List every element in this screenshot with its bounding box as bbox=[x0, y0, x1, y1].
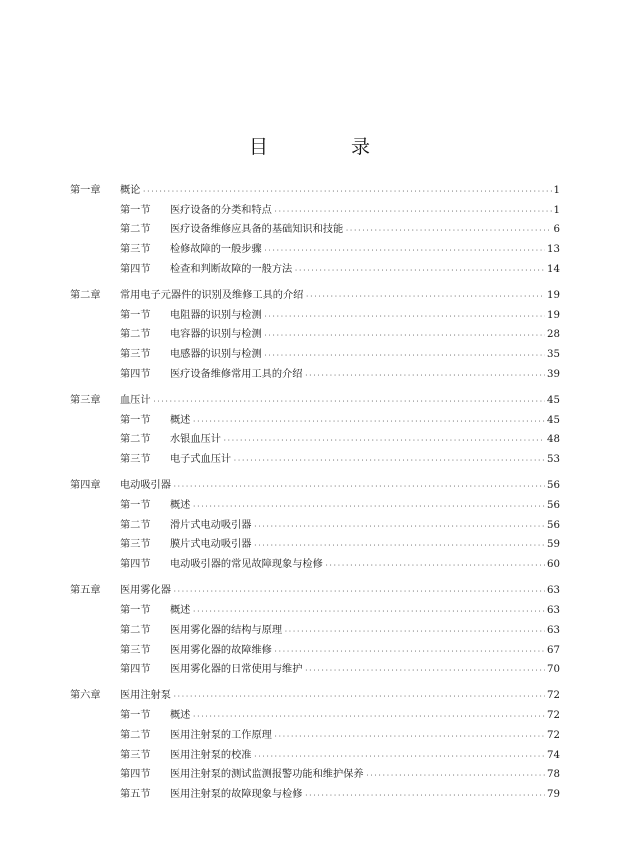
leader-dots bbox=[304, 786, 545, 806]
section-entry[interactable] bbox=[70, 785, 560, 805]
chapter-block bbox=[70, 181, 560, 279]
section-entry-title: 医疗设备维修常用工具的介绍 bbox=[170, 368, 303, 380]
leader-dots bbox=[192, 497, 545, 517]
section-entry-page-number: 78 bbox=[547, 769, 560, 781]
leader-dots bbox=[192, 707, 545, 727]
chapter-entry[interactable] bbox=[70, 476, 560, 496]
leader-dots bbox=[142, 182, 551, 202]
chapter-block bbox=[70, 391, 560, 470]
section-entry[interactable] bbox=[70, 516, 560, 536]
section-entry[interactable] bbox=[70, 201, 560, 221]
leader-dots bbox=[274, 202, 552, 222]
leader-dots bbox=[325, 556, 545, 576]
leader-dots bbox=[264, 326, 545, 346]
section-entry[interactable] bbox=[70, 535, 560, 555]
section-entry-title: 概述 bbox=[170, 605, 191, 617]
chapter-entry[interactable] bbox=[70, 581, 560, 601]
section-entry-number: 第一节 bbox=[120, 710, 151, 722]
section-entry-title: 医用注射泵的工作原理 bbox=[170, 729, 272, 741]
section-entry[interactable] bbox=[70, 706, 560, 726]
section-entry[interactable] bbox=[70, 430, 560, 450]
chapter-block bbox=[70, 686, 560, 804]
section-entry-page-number: 63 bbox=[547, 624, 560, 636]
section-entry-page-number: 72 bbox=[547, 729, 560, 741]
leader-dots bbox=[345, 221, 551, 241]
section-entry[interactable] bbox=[70, 746, 560, 766]
section-entry-page-number: 45 bbox=[547, 414, 560, 426]
leader-dots bbox=[264, 346, 545, 366]
section-entry-page-number: 59 bbox=[547, 539, 560, 551]
table-of-contents bbox=[70, 181, 560, 811]
leader-dots bbox=[274, 727, 545, 747]
section-entry[interactable] bbox=[70, 726, 560, 746]
chapter-entry[interactable] bbox=[70, 286, 560, 306]
section-entry[interactable] bbox=[70, 240, 560, 260]
chapter-entry-title: 医用注射泵 bbox=[120, 690, 171, 702]
leader-dots bbox=[305, 287, 545, 307]
section-entry-page-number: 35 bbox=[547, 349, 560, 361]
section-entry-number: 第四节 bbox=[120, 559, 151, 571]
chapter-block bbox=[70, 581, 560, 679]
leader-dots bbox=[173, 687, 545, 707]
section-entry-title: 医疗设备维修应具备的基础知识和技能 bbox=[170, 224, 344, 236]
section-entry-title: 电感器的识别与检测 bbox=[170, 349, 262, 361]
section-entry-page-number: 70 bbox=[547, 664, 560, 676]
leader-dots bbox=[254, 517, 546, 537]
section-entry-title: 检修故障的一般步骤 bbox=[170, 244, 262, 256]
section-entry-title: 电子式血压计 bbox=[170, 454, 232, 466]
section-entry[interactable] bbox=[70, 325, 560, 345]
leader-dots bbox=[284, 622, 545, 642]
section-entry-page-number: 63 bbox=[547, 605, 560, 617]
leader-dots bbox=[153, 392, 545, 412]
section-entry-number: 第五节 bbox=[120, 788, 151, 800]
section-entry[interactable] bbox=[70, 641, 560, 661]
section-entry-number: 第三节 bbox=[120, 454, 151, 466]
section-entry-title: 概述 bbox=[170, 500, 191, 512]
section-entry-title: 水银血压计 bbox=[170, 434, 221, 446]
section-entry-number: 第三节 bbox=[120, 349, 151, 361]
section-entry-number: 第三节 bbox=[120, 539, 151, 551]
section-entry-title: 医用注射泵的测试监测报警功能和维护保养 bbox=[170, 769, 364, 781]
section-entry-title: 概述 bbox=[170, 710, 191, 722]
section-entry-title: 医用雾化器的故障维修 bbox=[170, 644, 272, 656]
section-entry-title: 电动吸引器的常见故障现象与检修 bbox=[170, 559, 323, 571]
section-entry-number: 第四节 bbox=[120, 263, 151, 275]
section-entry-page-number: 19 bbox=[547, 309, 560, 321]
leader-dots bbox=[173, 477, 545, 497]
chapter-entry-number: 第四章 bbox=[70, 480, 101, 492]
section-entry-title: 医用雾化器的日常使用与维护 bbox=[170, 664, 303, 676]
leader-dots bbox=[192, 602, 545, 622]
chapter-entry-title: 医用雾化器 bbox=[120, 585, 171, 597]
section-entry-number: 第四节 bbox=[120, 368, 151, 380]
leader-dots bbox=[304, 366, 545, 386]
section-entry-page-number: 6 bbox=[553, 224, 560, 236]
chapter-entry-page-number: 56 bbox=[547, 480, 560, 492]
section-entry-number: 第二节 bbox=[120, 329, 151, 341]
section-entry-number: 第一节 bbox=[120, 605, 151, 617]
section-entry-number: 第三节 bbox=[120, 749, 151, 761]
section-entry-number: 第一节 bbox=[120, 204, 151, 216]
section-entry-title: 电容器的识别与检测 bbox=[170, 329, 262, 341]
leader-dots bbox=[223, 431, 545, 451]
section-entry-title: 检查和判断故障的一般方法 bbox=[170, 263, 293, 275]
section-entry-number: 第一节 bbox=[120, 414, 151, 426]
section-entry-page-number: 56 bbox=[547, 500, 560, 512]
section-entry-page-number: 79 bbox=[547, 788, 560, 800]
leader-dots bbox=[264, 241, 545, 261]
section-entry-number: 第一节 bbox=[120, 309, 151, 321]
section-entry-page-number: 13 bbox=[547, 244, 560, 256]
chapter-entry-page-number: 45 bbox=[547, 395, 560, 407]
section-entry[interactable] bbox=[70, 345, 560, 365]
section-entry[interactable] bbox=[70, 601, 560, 621]
leader-dots bbox=[366, 766, 545, 786]
section-entry-number: 第四节 bbox=[120, 769, 151, 781]
leader-dots bbox=[274, 642, 545, 662]
chapter-entry-page-number: 19 bbox=[547, 290, 560, 302]
chapter-entry-number: 第二章 bbox=[70, 290, 101, 302]
leader-dots bbox=[233, 451, 545, 471]
section-entry[interactable] bbox=[70, 220, 560, 240]
chapter-entry-page-number: 1 bbox=[553, 185, 560, 196]
section-entry-number: 第二节 bbox=[120, 224, 151, 236]
section-entry-title: 膜片式电动吸引器 bbox=[170, 539, 252, 551]
section-entry-title: 医用雾化器的结构与原理 bbox=[170, 624, 283, 636]
section-entry[interactable] bbox=[70, 765, 560, 785]
leader-dots bbox=[294, 261, 545, 281]
section-entry-title: 概述 bbox=[170, 414, 191, 426]
section-entry-title: 电阻器的识别与检测 bbox=[170, 309, 262, 321]
chapter-entry-number: 第五章 bbox=[70, 585, 101, 597]
section-entry-number: 第一节 bbox=[120, 500, 151, 512]
leader-dots bbox=[173, 582, 545, 602]
chapter-entry-title: 血压计 bbox=[120, 395, 151, 407]
section-entry-page-number: 28 bbox=[547, 329, 560, 341]
section-entry-page-number: 56 bbox=[547, 519, 560, 531]
section-entry-page-number: 72 bbox=[547, 710, 560, 722]
chapter-entry-title: 电动吸引器 bbox=[120, 480, 171, 492]
section-entry[interactable] bbox=[70, 621, 560, 641]
chapter-block bbox=[70, 476, 560, 574]
section-entry-number: 第三节 bbox=[120, 644, 151, 656]
chapter-entry-page-number: 63 bbox=[547, 585, 560, 597]
section-entry-number: 第二节 bbox=[120, 624, 151, 636]
section-entry[interactable] bbox=[70, 260, 560, 280]
leader-dots bbox=[254, 747, 546, 767]
section-entry-number: 第二节 bbox=[120, 519, 151, 531]
section-entry-title: 滑片式电动吸引器 bbox=[170, 519, 252, 531]
section-entry-page-number: 74 bbox=[547, 749, 560, 761]
chapter-entry-number: 第六章 bbox=[70, 690, 101, 702]
leader-dots bbox=[304, 661, 545, 681]
section-entry-page-number: 39 bbox=[547, 368, 560, 380]
section-entry-page-number: 1 bbox=[553, 204, 560, 216]
section-entry[interactable] bbox=[70, 450, 560, 470]
section-entry-page-number: 53 bbox=[547, 454, 560, 466]
section-entry-number: 第三节 bbox=[120, 244, 151, 256]
section-entry[interactable] bbox=[70, 496, 560, 516]
section-entry-title: 医用注射泵的故障现象与检修 bbox=[170, 788, 303, 800]
section-entry-title: 医用注射泵的校准 bbox=[170, 749, 252, 761]
chapter-entry-title: 概论 bbox=[120, 185, 141, 196]
page-title: 目 录 bbox=[248, 136, 402, 158]
section-entry[interactable] bbox=[70, 411, 560, 431]
section-entry-page-number: 60 bbox=[547, 559, 560, 571]
leader-dots bbox=[254, 536, 546, 556]
section-entry[interactable] bbox=[70, 660, 560, 680]
section-entry[interactable] bbox=[70, 306, 560, 326]
section-entry-number: 第四节 bbox=[120, 664, 151, 676]
chapter-entry-title: 常用电子元器件的识别及维修工具的介绍 bbox=[120, 290, 304, 302]
leader-dots bbox=[192, 412, 545, 432]
section-entry-title: 医疗设备的分类和特点 bbox=[170, 204, 272, 216]
chapter-entry-page-number: 72 bbox=[547, 690, 560, 702]
chapter-entry[interactable] bbox=[70, 181, 560, 201]
section-entry-page-number: 14 bbox=[547, 263, 560, 275]
section-entry-number: 第二节 bbox=[120, 729, 151, 741]
section-entry-number: 第二节 bbox=[120, 434, 151, 446]
chapter-block bbox=[70, 286, 560, 384]
chapter-entry-number: 第三章 bbox=[70, 395, 101, 407]
section-entry[interactable] bbox=[70, 365, 560, 385]
section-entry[interactable] bbox=[70, 555, 560, 575]
leader-dots bbox=[264, 307, 545, 327]
chapter-entry[interactable] bbox=[70, 686, 560, 706]
chapter-entry[interactable] bbox=[70, 391, 560, 411]
chapter-entry-number: 第一章 bbox=[70, 185, 101, 196]
section-entry-page-number: 67 bbox=[547, 644, 560, 656]
section-entry-page-number: 48 bbox=[547, 434, 560, 446]
